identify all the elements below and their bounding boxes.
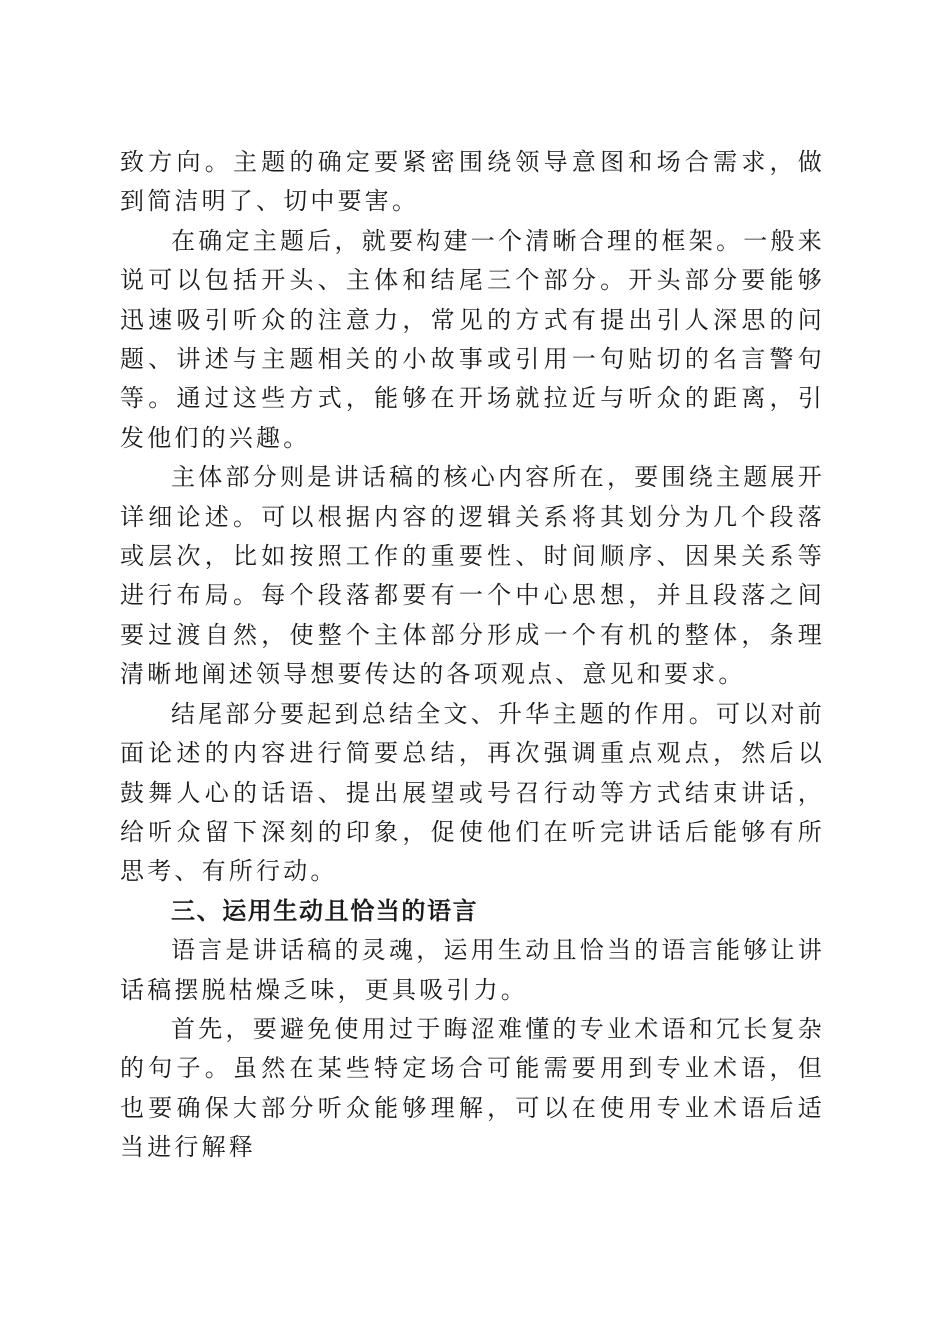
section-heading: 三、运用生动且恰当的语言 bbox=[171, 896, 479, 925]
paragraph-body-section: 主体部分则是讲话稿的核心内容所在，要围绕主题展开详细论述。可以根据内容的逻辑关系将其划分为几个段落或层次，比如按照工作的重要性、时间顺序、因果关系等进行布局。每个段落都要有一个中心思想，并且段落之间要过渡自然，使整个主体部分形成一个有机的整体，条理清晰地阐述领导想要传达的各项观点、意见和要求。 bbox=[120, 463, 825, 689]
document-body bbox=[120, 143, 825, 1168]
paragraph-framework: 在确定主题后，就要构建一个清晰合理的框架。一般来说可以包括开头、主体和结尾三个部分。开头部分要能够迅速吸引听众的注意力，常见的方式有提出引人深思的问题、讲述与主题相关的小故事或引用一句贴切的名言警句等。通过这些方式，能够在开场就拉近与听众的距离，引发他们的兴趣。 bbox=[120, 226, 825, 452]
paragraph-terminology: 首先，要避免使用过于晦涩难懂的专业术语和冗长复杂的句子。虽然在某些特定场合可能需要用到专业术语，但也要确保大部分听众能够理解，可以在使用专业术语后适当进行解释 bbox=[120, 1014, 825, 1162]
paragraph-ending-section: 结尾部分要起到总结全文、升华主题的作用。可以对前面论述的内容进行简要总结，再次强调重点观点，然后以鼓舞人心的话语、提出展望或号召行动等方式结束讲话，给听众留下深刻的印象，促使他们在听完讲话后能够有所思考、有所行动。 bbox=[120, 699, 825, 886]
paragraph-continuation: 致方向。主题的确定要紧密围绕领导意图和场合需求，做到简洁明了、切中要害。 bbox=[120, 148, 825, 216]
paragraph-language: 语言是讲话稿的灵魂，运用生动且恰当的语言能够让讲话稿摆脱枯燥乏味，更具吸引力。 bbox=[120, 936, 825, 1004]
